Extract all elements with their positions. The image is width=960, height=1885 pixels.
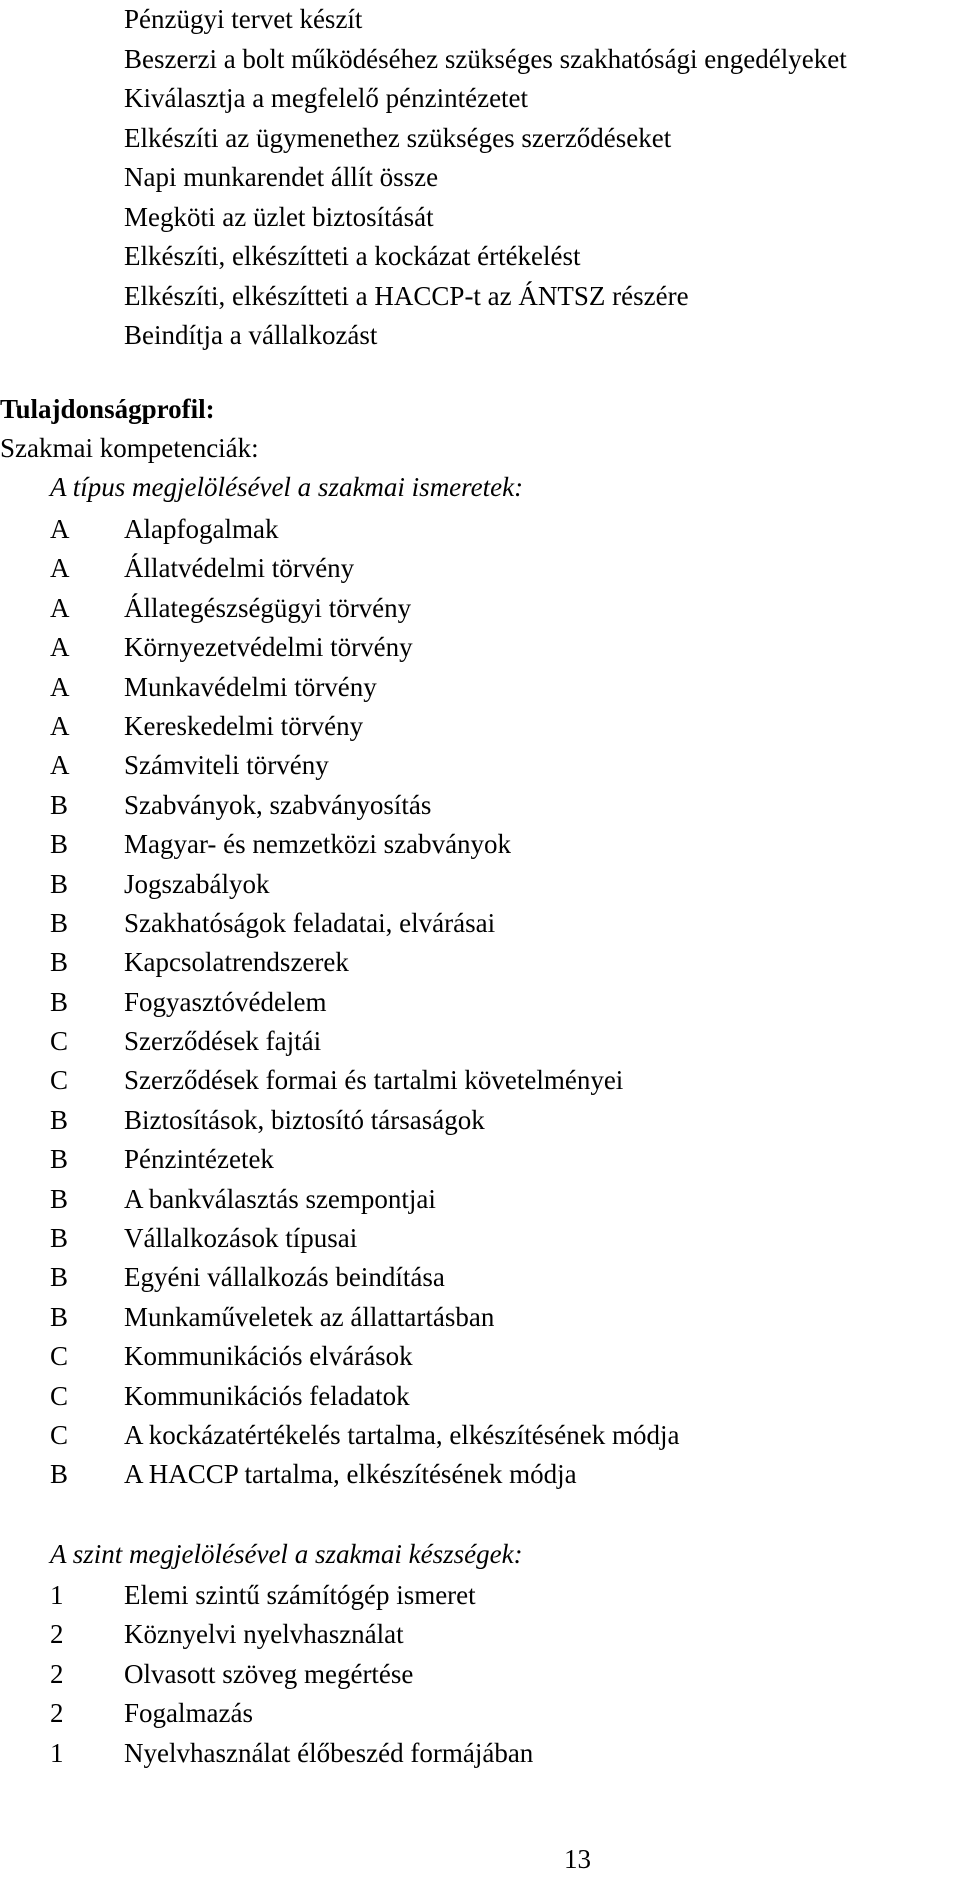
skills-section-title: A szint megjelölésével a szakmai készségek: — [50, 1539, 523, 1569]
knowledge-level: B — [50, 1459, 69, 1490]
skill-level: 1 — [50, 1737, 64, 1768]
knowledge-label: Szerződések fajtái — [124, 1026, 322, 1057]
task-item: Elkészíti, elkészítteti a HACCP-t az ÁNTSZ részére — [124, 280, 689, 311]
knowledge-level: B — [50, 868, 69, 899]
knowledge-level: B — [50, 907, 69, 938]
skill-label: Fogalmazás — [124, 1698, 253, 1729]
knowledge-level: B — [50, 1301, 69, 1332]
knowledge-level: A — [50, 710, 70, 741]
knowledge-label: Szerződések formai és tartalmi követelményei — [124, 1065, 624, 1096]
task-item: Beindítja a vállalkozást — [124, 320, 378, 350]
skill-label: Olvasott szöveg megértése — [124, 1658, 414, 1689]
skill-label: Nyelvhasználat élőbeszéd formájában — [124, 1737, 534, 1768]
skill-level: 1 — [50, 1580, 64, 1610]
knowledge-label: Magyar- és nemzetközi szabványok — [124, 829, 512, 860]
knowledge-level: B — [50, 1104, 69, 1135]
task-item: Elkészíti, elkészítteti a kockázat értékelést — [124, 241, 581, 271]
knowledge-level: A — [50, 553, 70, 584]
knowledge-section-title: A típus megjelölésével a szakmai ismeretek: — [50, 472, 524, 502]
knowledge-label: Kereskedelmi törvény — [124, 710, 364, 741]
knowledge-label: Kommunikációs elvárások — [124, 1341, 413, 1372]
knowledge-level: B — [50, 789, 69, 820]
page-number: 13 — [564, 1844, 591, 1874]
knowledge-level: C — [50, 1419, 69, 1450]
task-item: Beszerzi a bolt működéséhez szükséges szakhatósági engedélyeket — [124, 43, 847, 74]
knowledge-label: Környezetvédelmi törvény — [124, 632, 413, 663]
knowledge-label: Kommunikációs feladatok — [124, 1380, 410, 1411]
knowledge-level: B — [50, 1183, 69, 1214]
task-item: Napi munkarendet állít össze — [124, 162, 439, 192]
profile-heading: Tulajdonságprofil: — [0, 394, 215, 424]
knowledge-level: C — [50, 1065, 69, 1096]
knowledge-label: Szakhatóságok feladatai, elvárásai — [124, 907, 496, 938]
skill-level: 2 — [50, 1698, 64, 1729]
knowledge-level: B — [50, 1144, 69, 1175]
task-item: Pénzügyi tervet készít — [124, 4, 363, 34]
skill-label: Köznyelvi nyelvhasználat — [124, 1619, 404, 1650]
knowledge-level: B — [50, 947, 69, 978]
knowledge-level: B — [50, 986, 69, 1017]
knowledge-label: Állatvédelmi törvény — [124, 553, 355, 584]
knowledge-level: B — [50, 1223, 69, 1254]
skill-level: 2 — [50, 1619, 64, 1650]
task-item: Megköti az üzlet biztosítását — [124, 201, 434, 232]
skill-level: 2 — [50, 1658, 64, 1689]
knowledge-label: Kapcsolatrendszerek — [124, 947, 349, 978]
knowledge-level: C — [50, 1380, 69, 1411]
knowledge-level: A — [50, 592, 70, 623]
knowledge-label: Fogyasztóvédelem — [124, 986, 327, 1017]
knowledge-label: Szabványok, szabványosítás — [124, 789, 432, 820]
task-list — [124, 0, 847, 356]
knowledge-label: A kockázatértékelés tartalma, elkészítésének módja — [124, 1419, 680, 1450]
knowledge-level: B — [50, 829, 69, 860]
knowledge-label: A bankválasztás szempontjai — [124, 1183, 436, 1214]
knowledge-level: A — [50, 632, 70, 663]
knowledge-level: A — [50, 750, 70, 781]
knowledge-label: Munkaműveletek az állattartásban — [124, 1301, 495, 1332]
knowledge-level: A — [50, 671, 70, 702]
knowledge-label: Munkavédelmi törvény — [124, 671, 377, 702]
knowledge-label: A HACCP tartalma, elkészítésének módja — [124, 1459, 577, 1490]
task-item: Kiválasztja a megfelelő pénzintézetet — [124, 83, 529, 113]
knowledge-label: Pénzintézetek — [124, 1144, 274, 1175]
task-item: Elkészíti az ügymenethez szükséges szerződéseket — [124, 122, 672, 153]
knowledge-label: Állategészségügyi törvény — [124, 592, 412, 623]
knowledge-label: Jogszabályok — [124, 868, 270, 899]
knowledge-level: C — [50, 1026, 69, 1057]
knowledge-label: Alapfogalmak — [124, 514, 279, 544]
skill-label: Elemi szintű számítógép ismeret — [124, 1580, 476, 1610]
knowledge-label: Számviteli törvény — [124, 750, 329, 781]
knowledge-label: Vállalkozások típusai — [124, 1223, 358, 1254]
knowledge-label: Biztosítások, biztosító társaságok — [124, 1104, 485, 1135]
knowledge-level: B — [50, 1262, 69, 1293]
knowledge-label: Egyéni vállalkozás beindítása — [124, 1262, 445, 1293]
knowledge-level: C — [50, 1341, 69, 1372]
knowledge-level: A — [50, 514, 70, 544]
profile-subheading: Szakmai kompetenciák: — [0, 433, 259, 463]
